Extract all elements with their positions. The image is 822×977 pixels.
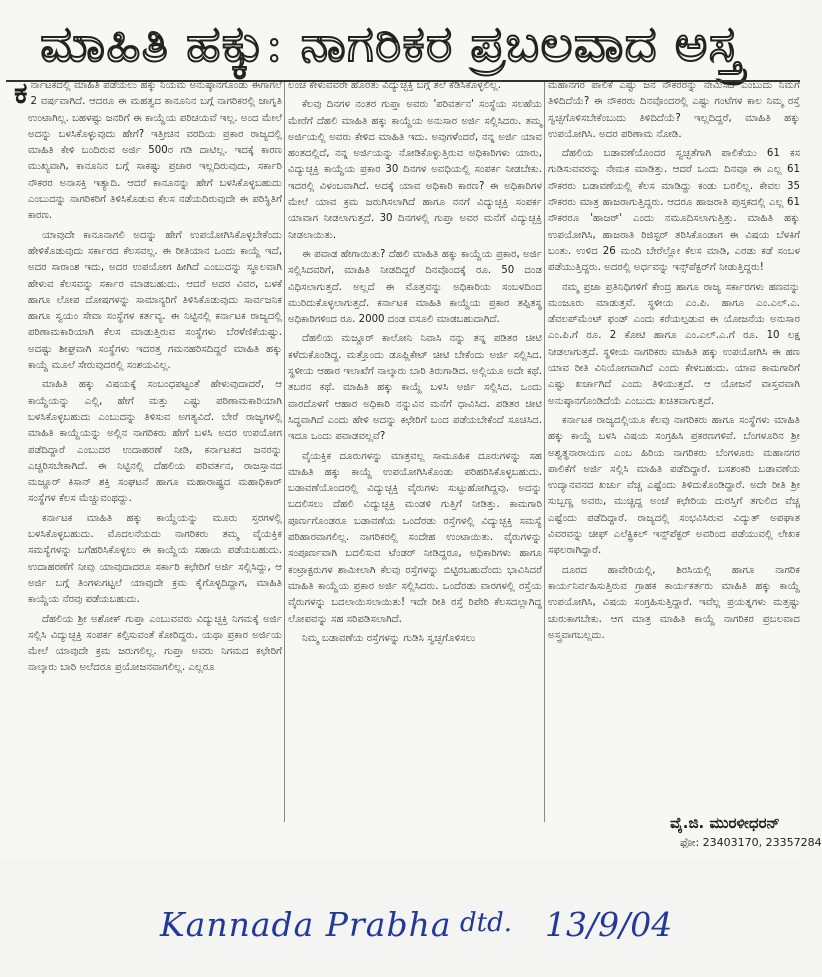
- column-divider: [544, 82, 545, 822]
- article-column-3: [548, 78, 800, 806]
- column-1-paragraph: ದೆಹಲಿಯ ಶ್ರೀ ಅಶೋಕ್ ಗುಪ್ತಾ ಎಂಬುವವರು ವಿದ್ಯುಚ್ಛಕ್ತಿ ನಿಗಮಕ್ಕೆ ಅರ್ಜಿ ಸಲ್ಲಿಸಿ ವಿದ್ಯುಚ್ಛಕ್ತಿ ಸಂಪರ್ಕ ಕಲ್ಪಿಸುವಂತೆ ಕೋರಿದ್ದರು. ಯಥಾ ಪ್ರಕಾರ ಅರ್ಜಿಯ ಮೇಲೆ ಯಾವುದೇ ಕ್ರಮ ಜರುಗಲಿಲ್ಲ. ಗುಪ್ತಾ ಅವರು ನಿಗಮದ ಕಛೇರಿಗೆ ನಾಲ್ಕಾರು ಬಾರಿ ಅಲೆದರೂ ಪ್ರಯೋಜನವಾಗಲಿಲ್ಲ. ಎಲ್ಲರೂ: [28, 613, 282, 674]
- author-byline: ವೈ.ಜಿ. ಮುರಳೀಧರನ್: [670, 814, 780, 832]
- handwritten-source: Kannada Prabha: [160, 905, 452, 944]
- column-3-paragraph: ನಮ್ಮ ಪ್ರಜಾ ಪ್ರತಿನಿಧಿಗಳಿಗೆ ಕೇಂದ್ರ ಹಾಗೂ ರಾಜ್ಯ ಸರ್ಕಾರಗಳು ಹಣವನ್ನು ಮಂಜೂರು ಮಾಡುತ್ತವೆ. ಸ್ಥಳೀಯ ಎಂ.ಪಿ. ಹಾಗೂ ಎಂ.ಎಲ್.ಎ. ಡೆವಲಪ್‌ಮೆಂಟ್ ಫಂಡ್ ಎಂದು ಕರೆಯಲ್ಪಡುವ ಈ ಯೋಜನೆಯ ಅನುಸಾರ ಎಂ.ಪಿ.ಗೆ ರೂ. 2 ಕೋಟಿ ಹಾಗೂ ಎಂ.ಎಲ್.ಎ.ಗೆ ರೂ. 10 ಲಕ್ಷ ನೀಡಲಾಗುತ್ತದೆ. ಸ್ಥಳೀಯ ನಾಗರಿಕರು ಮಾಹಿತಿ ಹಕ್ಕು ಉಪಯೋಗಿಸಿ ಈ ಹಣ ಯಾವ ರೀತಿ ವಿನಿಯೋಗವಾಗಿದೆ ಎಂದು ಕೇಳಬಹುದು. ಯಾವ ಕಾಮಗಾರಿಗೆ ಎಷ್ಟು ಖರ್ಚಾಗಿದೆ ಎಂದು ತಿಳಿಯುತ್ತದೆ. ಆ ಯೋಜನೆ ವಾಸ್ತವವಾಗಿ ಅನುಷ್ಠಾನಗೊಂಡಿದೆಯೆ ಎಂಬುದು ಖಚಿತವಾಗುತ್ತದೆ.: [548, 281, 800, 407]
- column-2-paragraph: ಕೆಲವು ದಿನಗಳ ನಂತರ ಗುಪ್ತಾ ಅವರು 'ಪರಿವರ್ತನ' ಸಂಸ್ಥೆಯ ಸಲಹೆಯ ಮೇರೆಗೆ ದೆಹಲಿ ಮಾಹಿತಿ ಹಕ್ಕು ಕಾಯ್ದೆಯ ಅನುಸಾರ ಅರ್ಜಿ ಸಲ್ಲಿಸಿದರು. ತಮ್ಮ ಅರ್ಜಿಯಲ್ಲಿ ಅವರು ಕೇಳಿದ ಮಾಹಿತಿ ಇದು. ಅವುಗಳೆಂದರೆ, ನನ್ನ ಅರ್ಜಿ ಯಾವ ಹಂತದಲ್ಲಿದೆ, ನನ್ನ ಅರ್ಜಿಯನ್ನು ನೋಡಿಕೊಳ್ಳುತ್ತಿರುವ ಅಧಿಕಾರಿಗಳು ಯಾರು, ವಿದ್ಯುಚ್ಛಕ್ತಿ ಕಾಯ್ದೆಯ ಪ್ರಕಾರ 30 ದಿನಗಳ ಅವಧಿಯಲ್ಲಿ ಸಂಪರ್ಕ ನೀಡಬೇಕು. ಇದರಲ್ಲಿ ವಿಳಂಬವಾಗಿದೆ. ಅದಕ್ಕೆ ಯಾವ ಅಧಿಕಾರಿ ಕಾರಣ? ಈ ಅಧಿಕಾರಿಗಳ ಮೇಲೆ ಯಾವ ಕ್ರಮ ಜರುಗಿಸಲಾಗಿದೆ ಹಾಗೂ ನನಗೆ ವಿದ್ಯುಚ್ಛಕ್ತಿ ಸಂಪರ್ಕ ಯಾವಾಗ ನೀಡಲಾಗುತ್ತದೆ. 30 ದಿನಗಳಲ್ಲಿ ಗುಪ್ತಾ ಅವರ ಮನೆಗೆ ವಿದ್ಯುಚ್ಛಕ್ತಿ ನೀಡಲಾಯಿತು.: [288, 99, 542, 241]
- article-headline: ಮಾಹಿತಿ ಹಕ್ಕು: ನಾಗರಿಕರ ಪ್ರಬಲವಾದ ಅಸ್ತ್ರ: [40, 15, 742, 73]
- handwritten-date: 13/9/04: [545, 905, 673, 944]
- column-1-paragraph: ಕರ್ನಾಟಕ ಮಾಹಿತಿ ಹಕ್ಕು ಕಾಯ್ದೆಯನ್ನು ಮೂರು ಸ್ತರಗಳಲ್ಲಿ ಬಳಸಿಕೊಳ್ಳಬಹುದು. ಮೊದಲನೆಯದು ನಾಗರಿಕರು ತಮ್ಮ ವೈಯಕ್ತಿಕ ಸಮಸ್ಯೆಗಳನ್ನು ಬಗೆಹರಿಸಿಕೊಳ್ಳಲು ಈ ಕಾಯ್ದೆಯ ಸಹಾಯ ಪಡೆಯಬಹುದು. ಉದಾಹರಣೆಗೆ ನೀವು ಯಾವುದಾದರೂ ಸರ್ಕಾರಿ ಕಛೇರಿಗೆ ಅರ್ಜಿ ಸಲ್ಲಿಸಿದ್ದು, ಆ ಅರ್ಜಿ ಬಗ್ಗೆ ತಿಂಗಳುಗಟ್ಟಲೆ ಯಾವುದೇ ಕ್ರಮ ಕೈಗೊಳ್ಳದಿದ್ದಾಗ, ಮಾಹಿತಿ ಕಾಯ್ದೆಯ ನೆರವು ಪಡೆಯಬಹುದು.: [28, 512, 282, 606]
- author-phone: ಫೋ: 23403170, 23357284: [680, 836, 822, 849]
- column-2-paragraph: ನಿಮ್ಮ ಬಡಾವಣೆಯ ರಸ್ತೆಗಳನ್ನು ಗುಡಿಸಿ ಸ್ವಚ್ಛಗೊಳಿಸಲು: [302, 632, 476, 644]
- column-1-paragraph: [14, 76, 282, 225]
- article-column-2: [288, 78, 542, 808]
- column-3-paragraph: ಕರ್ನಾಟಕ ರಾಜ್ಯದಲ್ಲಿಯೂ ಕೆಲವು ನಾಗರಿಕರು ಹಾಗೂ ಸಂಸ್ಥೆಗಳು ಮಾಹಿತಿ ಹಕ್ಕು ಕಾಯ್ದೆ ಬಳಸಿ ವಿಷಯ ಸಂಗ್ರಹಿಸಿ ಪ್ರಕರಣಗಳಿವೆ. ಬೆಂಗಳೂರಿನ ಶ್ರೀ ಅಶ್ವತ್ಥನಾರಾಯಣ ಎಂಬ ಹಿರಿಯ ನಾಗರಿಕರು ಬೆಂಗಳೂರು ಮಹಾನಗರ ಪಾಲಿಕೆಗೆ ಅರ್ಜಿ ಸಲ್ಲಿಸಿ ಮಾಹಿತಿ ಪಡೆದಿದ್ದಾರೆ. ಬಸಶಂಕರಿ ಬಡಾವಣೆಯ ಉದ್ಯಾನವನದ ಖರ್ಚು ವೆಚ್ಚ ಎಷ್ಟೆಂದು ತಿಳಿದುಕೊಂಡಿದ್ದಾರೆ. ಅದೇ ರೀತಿ ಶ್ರೀ ಸುಬ್ಬಣ್ಣ ಅವರು, ಮುಚ್ಚಿದ್ದ ಅಂಚೆ ಕಛೇರಿಯ ದುರಸ್ತಿಗೆ ತಗುಲಿದ ವೆಚ್ಚ ಎಷ್ಟೆಂದು ಪಡೆದಿದ್ದಾರೆ. ರಾಜ್ಯದಲ್ಲಿ ಸಂಭವಿಸಿರುವ ವಿದ್ಯುತ್ ಅಪಘಾತ ವಿವರವನ್ನು ಚೀಫ್ ಎಲೆಕ್ಟ್ರಿಕಲ್ ಇನ್ಸ್‌ಪೆಕ್ಟರ್ ಅವರಿಂದ ಪಡೆಯುವಲ್ಲಿ ಲೇಖಕ ಸಫಲರಾಗಿದ್ದಾರೆ.: [548, 414, 800, 557]
- article-column-1: [14, 76, 282, 808]
- column-3-paragraph: ದೂರದ ಹಾವೇರಿಯಲ್ಲಿ, ಶಿರಸಿಯಲ್ಲಿ ಹಾಗೂ ನಾಗರಿಕ ಕಾರ್ಯನಿರ್ವಹಿಸುತ್ತಿರುವ ಗ್ರಾಹಕ ಕಾರ್ಯಕರ್ತರು ಮಾಹಿತಿ ಹಕ್ಕು ಕಾಯ್ದೆ ಉಪಯೋಗಿಸಿ, ವಿಷಯ ಸಂಗ್ರಹಿಸುತ್ತಿದ್ದಾರೆ. ಇವೆಲ್ಲ ಪ್ರಯತ್ನಗಳು ಮತ್ತಷ್ಟು ಚುರುಕಾಗಬೇಕು. ಆಗ ಮಾತ್ರ ಮಾಹಿತಿ ಕಾಯ್ದೆ ನಾಗರಿಕರ ಪ್ರಬಲವಾದ ಅಸ್ತ್ರವಾಗಬಲ್ಲದು.: [548, 564, 800, 641]
- drop-cap: ಕ: [14, 76, 28, 111]
- column-2-paragraph: ವೈಯಕ್ತಿಕ ದೂರುಗಳನ್ನು ಮಾತ್ರವಲ್ಲ ಸಾಮೂಹಿಕ ದೂರುಗಳನ್ನು ಸಹ ಮಾಹಿತಿ ಹಕ್ಕು ಕಾಯ್ದೆ ಉಪಯೋಗಿಸಿಕೊಂಡು ಪರಿಹರಿಸಿಕೊಳ್ಳಬಹುದು. ಬಡಾವಣೆಯೊಂದರಲ್ಲಿ ವಿದ್ಯುಚ್ಛಕ್ತಿ ವೈರುಗಳು ಸುಟ್ಟುಹೋಗಿದ್ದವು. ಅದನ್ನು ಬದಲಿಸಲು ದೆಹಲಿ ವಿದ್ಯುಚ್ಛಕ್ತಿ ಮಂಡಳಿ ಗುತ್ತಿಗೆ ನೀಡಿತ್ತು. ಕಾಮಗಾರಿ ಪೂರ್ಣಗೊಂಡರೂ ಬಡಾವಣೆಯ ಒಂದೆರಡು ರಸ್ತೆಗಳಲ್ಲಿ ವಿದ್ಯುಚ್ಛಕ್ತಿ ಸಮಸ್ಯೆ ಪರಿಹಾರವಾಗಲಿಲ್ಲ. ನಾಗರಿಕರಲ್ಲಿ ಸಂದೇಹ ಉಂಟಾಯಿತು. ವೈರುಗಳನ್ನು ಸಂಪೂರ್ಣವಾಗಿ ಬದಲಿಸುವ ಟೆಂಡರ್ ನೀಡಿದ್ದರೂ, ಅಧಿಕಾರಿಗಳು ಹಾಗೂ ಕಂಟ್ರಾಕ್ಟರುಗಳ ಶಾಮೀಲಾಗಿ ಕೆಲವು ರಸ್ತೆಗಳನ್ನು ಬಿಟ್ಟಿರಬಹುದೆಂದು ಭಾವಿಸಿದರೆ ಮಾಹಿತಿ ಕಾಯ್ದೆಯ ಪ್ರಕಾರ ಅರ್ಜಿ ಸಲ್ಲಿಸಿದರು. ಒಂದೆರಡು ವಾರಗಳಲ್ಲಿ ರಸ್ತೆಯ ವೈರುಗಳನ್ನು ಬದಲಾಯಿಸಲಾಯಿತು! ಇದೇ ರೀತಿ ರಸ್ತೆ ರಿಪೇರಿ ಕೆಲಸದಲ್ಲಾಗಿದ್ದ ಲೋಪವನ್ನು ಸಹ ಸರಿಪಡಿಸಲಾಗಿದೆ.: [288, 450, 542, 625]
- column-2-paragraph: ಈ ಪವಾಡ ಹೇಗಾಯಿತು? ದೆಹಲಿ ಮಾಹಿತಿ ಹಕ್ಕು ಕಾಯ್ದೆಯ ಪ್ರಕಾರ, ಅರ್ಜಿ ಸಲ್ಲಿಸಿದವರಿಗೆ, ಮಾಹಿತಿ ನೀಡದಿದ್ದರೆ ದಿನವೊಂದಕ್ಕೆ ರೂ. 50 ದಂಡ ವಿಧಿಸಲಾಗುತ್ತದೆ. ಅಲ್ಲದೆ ಈ ಮೊತ್ತವನ್ನು ಅಧಿಕಾರಿಯ ಸಂಬಳದಿಂದ ಮುರಿದುಕೊಳ್ಳಲಾಗುತ್ತದೆ. ಕರ್ನಾಟಕ ಮಾಹಿತಿ ಕಾಯ್ದೆಯ ಪ್ರಕಾರ ತಪ್ಪಿತಸ್ಥ ಅಧಿಕಾರಿಗಳಿಂದ ರೂ. 2000 ದಂಡ ವಸೂಲಿ ಮಾಡಬಹುದಾಗಿದೆ.: [288, 248, 542, 326]
- column-3-paragraph: ಮಹಾನಗರ ಪಾಲಿಕೆ ಎಷ್ಟು ಜನ ನೌಕರರನ್ನು ನೇಮಿಸಿದೆ ಎಂಬುದು ನಿಮಗೆ ತಿಳಿದಿದೆಯೆ? ಈ ನೌಕರರು ದಿನವೊಂದರಲ್ಲಿ ಎಷ್ಟು ಗಂಟೆಗಳ ಕಾಲ ನಿಮ್ಮ ರಸ್ತೆ ಸ್ವಚ್ಛಗೊಳಿಸಬೇಕೆಂಬುದು ತಿಳಿದಿದೆಯೆ? ಇಲ್ಲದಿದ್ದರೆ, ಮಾಹಿತಿ ಹಕ್ಕು ಉಪಯೋಗಿಸಿ. ಅದರ ಪರಿಣಾಮ ನೋಡಿ.: [548, 80, 800, 140]
- column-divider: [284, 82, 285, 822]
- column-1-paragraph: ಯಾವುದೇ ಕಾನೂನಾಗಲಿ ಅದನ್ನು ಹೇಗೆ ಉಪಯೋಗಿಸಿಕೊಳ್ಳಬೇಕೆಂದು ಹೇಳಿಕೊಡುವುದು ಸರ್ಕಾರದ ಕೆಲಸವಲ್ಲ. ಈ ರೀತಿಯಾನ ಒಂದು ಕಾಯ್ದೆ ಇದೆ, ಅದರ ಸಾರಾಂಶ ಇದು, ಅದರ ಉಪಯೋಗ ಹೀಗಿದೆ ಎಂಬುದನ್ನು ಸ್ಥೂಲವಾಗಿ ಹೇಳುವ ಕೆಲಸವನ್ನು ಸರ್ಕಾರ ಮಾಡಬಹುದು. ಆದರೆ ಅದರ ವಿವರ, ಬಳಕೆ ಹಾಗೂ ಲೋಪ ದೋಷಗಳನ್ನು ಸಾಮಾನ್ಯರಿಗೆ ತಿಳಿಸಿಕೊಡುವುದು ಸಾರ್ವಜನಿಕ ಹಾಗೂ ಸ್ವಯಂ ಸೇವಾ ಸಂಸ್ಥೆಗಳ ಕರ್ತವ್ಯ. ಈ ನಿಟ್ಟಿನಲ್ಲಿ ಕರ್ನಾಟಕ ರಾಜ್ಯದಲ್ಲಿ ಪರಿಣಾಮಕಾರಿಯಾಗಿ ಕೆಲಸ ಮಾಡುತ್ತಿರುವ ಸಂಸ್ಥೆಗಳು ಬೆರಳೆಣಿಕೆಯಷ್ಟು. ಅದಷ್ಟು ಶೀಘ್ರವಾಗಿ ಸಂಸ್ಥೆಗಳು ಇದರತ್ತ ಗಮನಹರಿಸದಿದ್ದರೆ ಮಾಹಿತಿ ಹಕ್ಕು ಕಾಯ್ದೆ ಮೂಲೆ ಸೇರುವುದರಲ್ಲಿ ಸಂಶಯವಿಲ್ಲ.: [28, 229, 282, 372]
- column-3-paragraph: ದೆಹಲಿಯ ಬಡಾವಣೆಯೊಂದರ ಸ್ವಚ್ಛತೆಗಾಗಿ ಪಾಲಿಕೆಯು 61 ಕಸ ಗುಡಿಸುವವರನ್ನು ನೇಮಕ ಮಾಡಿತ್ತು. ಆದರೆ ಒಂದು ದಿನವೂ ಈ ಎಲ್ಲ 61 ನೌಕರರು ಬಡಾವಣೆಯಲ್ಲಿ ಕೆಲಸ ಮಾಡಿದ್ದು ಕಂಡು ಬರಲಿಲ್ಲ. ಕೇವಲ 35 ನೌಕರರು ಮಾತ್ರ ಹಾಜರಾಗುತ್ತಿದ್ದರು. ಆದರೂ ಹಾಜರಾತಿ ಪುಸ್ತಕದಲ್ಲಿ ಎಲ್ಲ 61 ನೌಕರರೂ 'ಹಾಜರ್' ಎಂದು ನಮೂದಿಸಲಾಗುತ್ತಿತ್ತು. ಮಾಹಿತಿ ಹಕ್ಕು ಉಪಯೋಗಿಸಿ, ಹಾಜರಾತಿ ರಿಜಿಸ್ಟರ್ ತರಿಸಿಕೊಂಡಾಗ ಈ ವಿಷಯ ಬೆಳಕಿಗೆ ಬಂತು. ಉಳಿದ 26 ಮಂದಿ ಬೇರೆಲ್ಲೋ ಕೆಲಸ ಮಾಡಿ, ಎರಡು ಕಡೆ ಸಂಬಳ ಪಡೆಯುತ್ತಿದ್ದರು. ಅದರಲ್ಲಿ ಅರ್ಧವನ್ನು ಇನ್ಸ್‌ಪೆಕ್ಟರ್‌ಗೆ ನೀಡುತ್ತಿದ್ದರು!: [548, 148, 800, 274]
- column-2-paragraph: ಲಂಚ ಕೇಳುವವರೇ ಹೊರತು ವಿದ್ಯುಚ್ಛಕ್ತಿ ಬಗ್ಗೆ ತಲೆ ಕೆಡಿಸಿಕೊಳ್ಳಲಿಲ್ಲ.: [288, 80, 502, 91]
- handwritten-dtd: dtd.: [460, 908, 512, 938]
- column-1-paragraph: ಮಾಹಿತಿ ಹಕ್ಕು ವಿಷಯಕ್ಕೆ ಸಂಬಂಧಪಟ್ಟಂತೆ ಹೇಳುವುದಾದರೆ, ಆ ಕಾಯ್ದೆಯನ್ನು ಎಲ್ಲಿ, ಹೇಗೆ ಮತ್ತು ಎಷ್ಟು ಪರಿಣಾಮಕಾರಿಯಾಗಿ ಬಳಸಿಕೊಳ್ಳಬಹುದು ಎಂಬುದನ್ನು ತಿಳಿಸುವ ಅಗತ್ಯವಿದೆ. ಬೇರೆ ರಾಜ್ಯಗಳಲ್ಲಿ ಮಾಹಿತಿ ಕಾಯ್ದೆಯನ್ನು ಅಲ್ಲಿನ ನಾಗರಿಕರು ಹೇಗೆ ಬಳಸಿ ಅದರ ಉಪಯೋಗ ಪಡೆದಿದ್ದಾರೆ ಎಂಬುದರ ಉದಾಹರಣೆ ನೀಡಿ, ಕರ್ನಾಟಕದ ಜನರನ್ನು ಎಚ್ಚರಿಸಬೇಕಾಗಿದೆ. ಈ ನಿಟ್ಟಿನಲ್ಲಿ ದೆಹಲಿಯ ಪರಿವರ್ತನ, ರಾಜಸ್ತಾನದ ಮಜ್ದೂರ್ ಕಿಸಾನ್ ಶಕ್ತಿ ಸಂಘಟನೆ ಹಾಗೂ ಮಹಾರಾಷ್ಟ್ರದ ಮಹಾಧಿಕಾರ್ ಸಂಸ್ಥೆಗಳ ಕೆಲಸ ಮೆಚ್ಚುವಂಥದ್ದು.: [28, 379, 282, 505]
- column-2-paragraph: ದೆಹಲಿಯ ಮಜ್ದೂರ್ ಕಾಲೋನಿ ನಿವಾಸಿ ನನ್ನು ತನ್ನ ಪಡಿತರ ಚೀಟಿ ಕಳೆದುಕೊಂಡಿದ್ದ. ಮತ್ತೊಂದು ಡೂಪ್ಲಿಕೇಟ್ ಚೀಟಿ ಬೇಕೆಂದು ಅರ್ಜಿ ಸಲ್ಲಿಸಿದ. ಸ್ಥಳೀಯ ಆಹಾರ ಇಲಾಖೆಗೆ ನಾಲ್ಕಾರು ಬಾರಿ ತಿರುಗಾಡಿದ. ಅಲ್ಲಿಯೂ ಅದೇ ಕಥೆ. ತಬರನ ಕಥೆ. ಮಾಹಿತಿ ಹಕ್ಕು ಕಾಯ್ದೆ ಬಳಸಿ ಅರ್ಜಿ ಸಲ್ಲಿಸಿದ. ಒಂದು ವಾರದೊಳಗೆ ಆಹಾರ ಅಧಿಕಾರಿ ನನ್ನುವಿನ ಮನೆಗೆ ಧಾವಿಸಿದ. ಪಡಿತರ ಚೀಟಿ ಸಿದ್ಧವಾಗಿದೆ ಎಂದು ಹೇಳಿ ಅದನ್ನು ಕಛೇರಿಗೆ ಬಂದ ಪಡೆಯಬೇಕೆಂದೆ ಸೂಚಿಸಿದ. ಇದೂ ಒಂದು ಪವಾಡವಲ್ಲವೆ?: [288, 333, 542, 443]
- column-1-paragraph-text: ರ್ನಾಟಕದಲ್ಲಿ ಮಾಹಿತಿ ಪಡೆಯಲು ಹಕ್ಕು ನಿಯಮ ಅನುಷ್ಠಾನಗೊಂಡು ಈಗಾಗಲೆ 2 ವರ್ಷವಾಗಿದೆ. ಆದರೂ ಈ ಮಹತ್ವದ ಕಾನೂನಿನ ಬಗ್ಗೆ ನಾಗರಿಕರಲ್ಲಿ ಜಾಗೃತಿ ಉಂಟಾಗಿಲ್ಲ. ಬಹಳಷ್ಟು ಜನರಿಗೆ ಈ ಕಾಯ್ದೆಯ ಪರಿಚಯವೆ ಇಲ್ಲ. ಅಂದ ಮೇಲೆ ಅದನ್ನು ಬಳಸಿಕೊಳ್ಳುವುದು ಹೇಗೆ? ಇತ್ತೀಚಿನ ವರದಿಯ ಪ್ರಕಾರ ರಾಜ್ಯದಲ್ಲಿ ಮಾಹಿತಿ ಕೇಳಿ ಬಂದಿರುವ ಅರ್ಜಿ 500ರ ಗಡಿ ದಾಟಿಲ್ಲ. ಇದಕ್ಕೆ ಕಾರಣ ಮುಖ್ಯವಾಗಿ, ಕಾನೂನಿನ ಬಗ್ಗೆ ಸಾಕಷ್ಟು ಪ್ರಚಾರ ಇಲ್ಲದಿರುವುದು, ಸರ್ಕಾರಿ ನೌಕರರ ಅನಾಸಕ್ತಿ ಇತ್ಯಾದಿ. ಆದರೆ ಕಾನೂನನ್ನು ಹೇಗೆ ಬಳಸಿಕೊಳ್ಳಬಹುದು ಎಂಬುದನ್ನು ನಾಗರಿಕರಿಗೆ ತಿಳಿಸಿಕೊಡುವ ಕೆಲಸ ನಡೆಯದಿರುವುದೇ ಈ ಪರಿಸ್ಥಿತಿಗೆ ಕಾರಣ.: [28, 80, 282, 222]
